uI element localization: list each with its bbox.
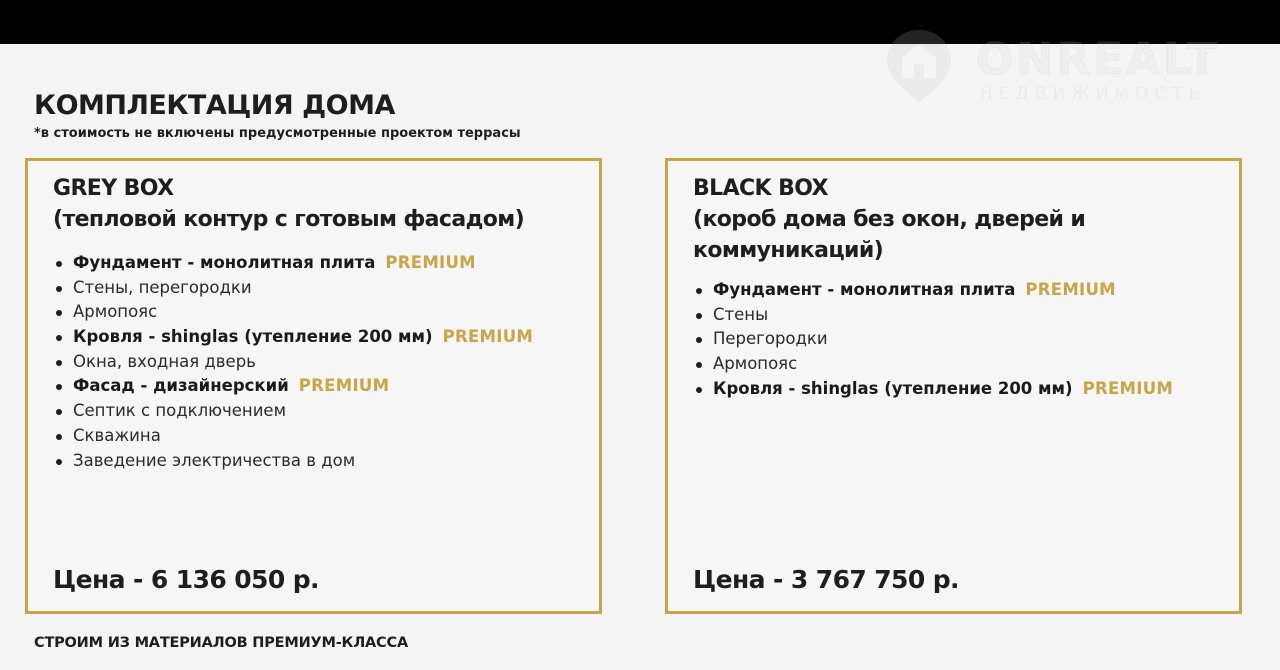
grey-box-title-line1: GREY BOX: [53, 176, 174, 201]
bullet-icon: [56, 335, 62, 341]
list-item: [56, 251, 533, 276]
bullet-icon: [696, 362, 702, 368]
bullet-icon: [56, 310, 62, 316]
list-item-text: Фундамент - монолитная плита: [73, 253, 376, 272]
black-box-price: Цена - 3 767 750 р.: [693, 565, 959, 594]
list-item: [56, 300, 533, 325]
bullet-icon: [696, 288, 702, 294]
list-item: [696, 352, 1173, 377]
premium-badge: PREMIUM: [1082, 378, 1174, 398]
watermark-subtitle: НЕДВИЖИМОСТЬ: [980, 84, 1207, 104]
list-item-text: Перегородки: [713, 329, 828, 349]
premium-badge: PREMIUM: [1025, 280, 1116, 299]
bullet-icon: [56, 286, 62, 292]
bullet-icon: [56, 409, 62, 415]
list-item: [56, 350, 533, 375]
list-item: [56, 374, 533, 399]
bullet-icon: [696, 337, 702, 343]
black-box-title-line3: коммуникаций): [693, 238, 884, 263]
bullet-icon: [56, 384, 62, 390]
list-item-text: Армопояс: [713, 354, 798, 374]
list-item: [696, 303, 1173, 328]
list-item-text: Армопояс: [73, 302, 158, 322]
black-box-title-line1: BLACK BOX: [693, 176, 828, 201]
list-item: [696, 327, 1173, 352]
onrealt-watermark: [884, 28, 1254, 118]
list-item-text: Заведение электричества в дом: [73, 450, 356, 470]
list-item: [56, 449, 533, 474]
grey-box-title: [53, 173, 573, 235]
list-item: [56, 399, 533, 424]
grey-box-card: [25, 158, 602, 614]
list-item: [696, 278, 1173, 303]
list-item-text: Фундамент - монолитная плита: [713, 280, 1016, 299]
list-item-text: Фасад - дизайнерский: [73, 376, 289, 396]
list-item-text: Скважина: [73, 425, 161, 445]
grey-box-item-list: [56, 251, 533, 473]
grey-box-price: Цена - 6 136 050 р.: [53, 565, 319, 594]
grey-box-title-line2: (тепловой контур с готовым фасадом): [53, 207, 525, 232]
bullet-icon: [56, 261, 62, 267]
page-title: КОМПЛЕКТАЦИЯ ДОМА: [34, 90, 395, 121]
list-item: [696, 377, 1173, 402]
list-item-text: Кровля - shinglas (утепление 200 мм): [73, 327, 433, 347]
list-item-text: Кровля - shinglas (утепление 200 мм): [713, 378, 1073, 398]
premium-badge: PREMIUM: [385, 253, 476, 272]
bullet-icon: [696, 313, 702, 319]
page-note: *в стоимость не включены предусмотренные проектом террасы: [34, 126, 521, 141]
premium-badge: PREMIUM: [298, 376, 390, 396]
house-pin-icon: [884, 28, 954, 104]
list-item: [56, 424, 533, 449]
black-box-title: [693, 173, 1213, 266]
black-box-title-line2: (короб дома без окон, дверей и: [693, 207, 1086, 232]
list-item-text: Стены: [713, 304, 769, 324]
black-box-item-list: [696, 278, 1173, 401]
premium-badge: PREMIUM: [442, 327, 534, 347]
bullet-icon: [56, 434, 62, 440]
list-item: [56, 276, 533, 301]
bullet-icon: [696, 387, 702, 393]
footer-note: СТРОИМ ИЗ МАТЕРИАЛОВ ПРЕМИУМ-КЛАССА: [34, 635, 408, 651]
list-item: [56, 325, 533, 350]
list-item-text: Окна, входная дверь: [73, 351, 256, 371]
black-box-card: [665, 158, 1242, 614]
bullet-icon: [56, 360, 62, 366]
bullet-icon: [56, 459, 62, 465]
watermark-brand: ONREALT: [976, 34, 1220, 85]
list-item-text: Стены, перегородки: [73, 277, 252, 297]
list-item-text: Септик с подключением: [73, 401, 287, 421]
